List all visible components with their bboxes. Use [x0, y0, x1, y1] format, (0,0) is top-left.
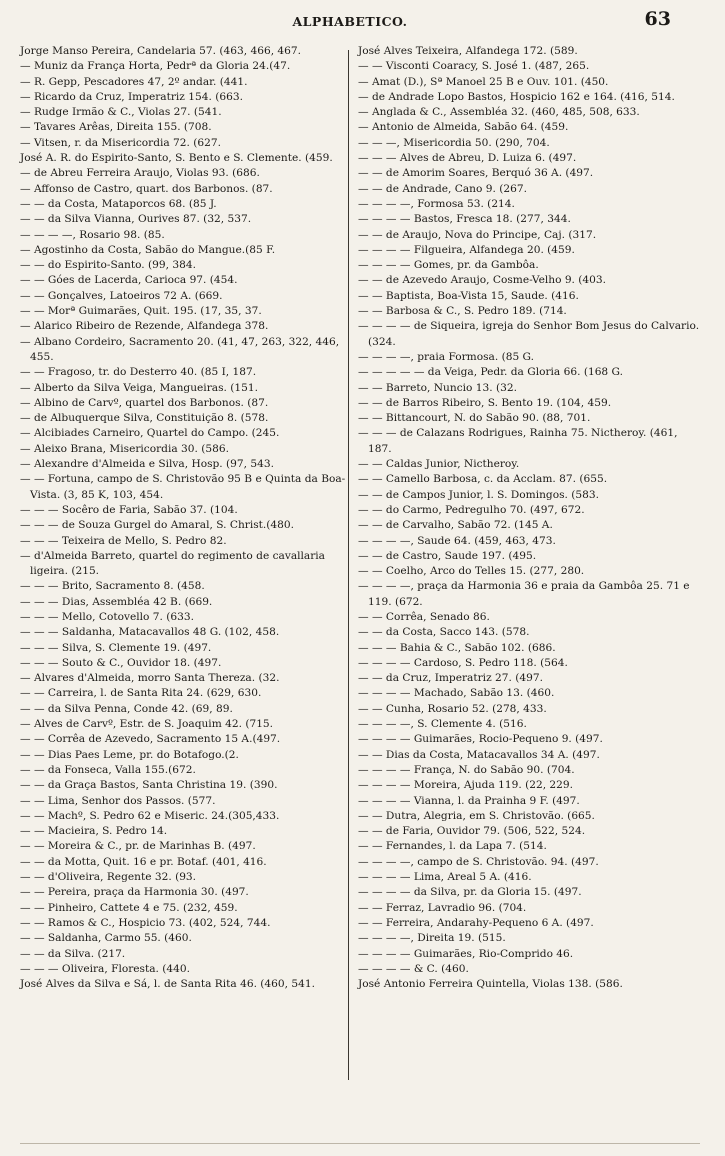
- directory-entry: — — — Teixeira de Mello, S. Pedro 82.: [20, 534, 227, 547]
- directory-entry: — — Lima, Senhor dos Passos. (577.: [20, 794, 216, 807]
- directory-entry: — — Ramos & C., Hospicio 73. (402, 524, 744.: [20, 916, 271, 929]
- directory-entry: — — — —, S. Clemente 4. (516.: [358, 718, 527, 731]
- directory-entry: — Agostinho da Costa, Sabão do Mangue.(85 F.: [20, 243, 276, 256]
- directory-entry: — — — — Guimarães, Rocio-Pequeno 9. (497.: [358, 733, 603, 746]
- directory-entry: — Alarico Ribeiro de Rezende, Alfandega 378.: [20, 320, 269, 333]
- directory-entry: — — — — Vianna, l. da Prainha 9 F. (497.: [358, 794, 580, 807]
- directory-entry: José A. R. do Espirito-Santo, S. Bento e S. Clemente. (459.: [20, 152, 333, 165]
- directory-entry: — — — — Gomes, pr. da Gambôa.: [358, 259, 539, 272]
- directory-entry: José Antonio Ferreira Quintella, Violas 138. (586.: [358, 978, 623, 991]
- bottom-rule: [20, 1143, 700, 1144]
- directory-entry: — — de Andrade, Cano 9. (267.: [358, 182, 527, 195]
- directory-entry: — — — — Filgueira, Alfandega 20. (459.: [358, 243, 575, 256]
- directory-entry: — — Caldas Junior, Nictheroy.: [358, 458, 520, 471]
- directory-entry: — Aleixo Brana, Misericordia 30. (586.: [20, 442, 229, 455]
- directory-entry: — — Gonçalves, Latoeiros 72 A. (669.: [20, 289, 223, 302]
- directory-entry: — — — de Calazans Rodrigues, Rainha 75. Nictheroy. (461, 187.: [358, 427, 681, 455]
- directory-entry: — — — —, praça da Harmonia 36 e praia da Gambôa 25. 71 e 119. (672.: [358, 580, 693, 608]
- directory-entry: — — Barreto, Nuncio 13. (32.: [358, 381, 517, 394]
- directory-entry: — — — de Souza Gurgel do Amaral, S. Christ.(480.: [20, 519, 294, 532]
- directory-entry: — — da Silva Vianna, Ourives 87. (32, 537.: [20, 213, 252, 226]
- directory-entry: — — — —, Direita 19. (515.: [358, 932, 506, 945]
- directory-entry: — Alves de Carvº, Estr. de S. Joaquim 42. (715.: [20, 718, 274, 731]
- directory-entry: — — de Barros Ribeiro, S. Bento 19. (104, 459.: [358, 396, 612, 409]
- directory-entry: — — Corrêa de Azevedo, Sacramento 15 A.(497.: [20, 733, 281, 746]
- directory-entry: — Muniz da França Horta, Pedrª da Gloria 24.(47.: [20, 60, 291, 73]
- directory-entry: — — — — da Silva, pr. da Gloria 15. (497.: [358, 886, 582, 899]
- directory-entry: — — — — Machado, Sabão 13. (460.: [358, 687, 555, 700]
- directory-entry: — Alcibiades Carneiro, Quartel do Campo. (245.: [20, 427, 280, 440]
- directory-entry: — — — Alves de Abreu, D. Luiza 6. (497.: [358, 152, 577, 165]
- directory-entry: — — de Azevedo Araujo, Cosme-Velho 9. (403.: [358, 274, 607, 287]
- directory-entry: — — Visconti Coaracy, S. José 1. (487, 265.: [358, 60, 590, 73]
- directory-entry: — — — — Cardoso, S. Pedro 118. (564.: [358, 656, 568, 669]
- directory-entry: — — Pinheiro, Cattete 4 e 75. (232, 459.: [20, 901, 238, 914]
- left-column: [20, 44, 356, 992]
- directory-entry: — — — Silva, S. Clemente 19. (497.: [20, 641, 212, 654]
- directory-entry: — — Corrêa, Senado 86.: [358, 610, 490, 623]
- directory-entry: — — — Saldanha, Matacavallos 48 G. (102, 458.: [20, 626, 280, 639]
- directory-entry: — — Morª Guimarães, Quit. 195. (17, 35, 37.: [20, 305, 262, 318]
- directory-entry: — — de Faria, Ouvidor 79. (506, 522, 524.: [358, 825, 586, 838]
- directory-entry: — — — — de Siqueira, igreja do Senhor Bom Jesus do Calvario. (324.: [358, 320, 703, 348]
- page-number: 63: [644, 8, 671, 30]
- directory-entry: — — Baptista, Boa-Vista 15, Saude. (416.: [358, 289, 579, 302]
- directory-entry: — — da Graça Bastos, Santa Christina 19. (390.: [20, 779, 278, 792]
- directory-entry: — d'Almeida Barreto, quartel do regimento de cavallaria ligeira. (215.: [20, 549, 329, 578]
- directory-entry: — — — Dias, Assembléa 42 B. (669.: [20, 595, 213, 608]
- directory-entry: — — Fragoso, tr. do Desterro 40. (85 I, 187.: [20, 366, 257, 379]
- directory-entry: — — Dutra, Alegria, em S. Christovão. (665.: [358, 809, 595, 822]
- directory-entry: — — Cunha, Rosario 52. (278, 433.: [358, 702, 547, 715]
- directory-entry: — — — — Lima, Areal 5 A. (416.: [358, 871, 532, 884]
- directory-entry: — — Bittancourt, N. do Sabão 90. (88, 701.: [358, 412, 591, 425]
- directory-entry: — — — Socêro de Faria, Sabão 37. (104.: [20, 503, 238, 516]
- directory-entry: — — — —, campo de S. Christovão. 94. (497.: [358, 855, 599, 868]
- directory-entry: — — — —, Saude 64. (459, 463, 473.: [358, 534, 556, 547]
- directory-entry: — — de Araujo, Nova do Principe, Caj. (317.: [358, 228, 597, 241]
- directory-entry: — — Moreira & C., pr. de Marinhas B. (497.: [20, 840, 256, 853]
- directory-entry: — — — — França, N. do Sabão 90. (704.: [358, 763, 575, 776]
- directory-entry: — — — — Moreira, Ajuda 119. (22, 229.: [358, 779, 574, 792]
- directory-entry: — — da Motta, Quit. 16 e pr. Botaf. (401, 416.: [20, 855, 267, 868]
- directory-entry: — de Abreu Ferreira Araujo, Violas 93. (686.: [20, 167, 260, 180]
- directory-entry: — — Ferreira, Andarahy-Pequeno 6 A. (497.: [358, 916, 594, 929]
- directory-entry: Jorge Manso Pereira, Candelaria 57. (463, 466, 467.: [20, 45, 302, 57]
- directory-entry: — — Fortuna, campo de S. Christovão 95 B e Quinta da Boa-Vista. (3, 85 K, 103, 454.: [20, 473, 346, 501]
- directory-entry: — — de Amorim Soares, Berquó 36 A. (497.: [358, 167, 594, 180]
- directory-entry: — — Saldanha, Carmo 55. (460.: [20, 932, 192, 945]
- directory-entry: — Rudge Irmão & C., Violas 27. (541.: [20, 106, 222, 119]
- directory-entry: — — Góes de Lacerda, Carioca 97. (454.: [20, 274, 238, 287]
- directory-entry: — Antonio de Almeida, Sabão 64. (459.: [358, 121, 569, 134]
- directory-entry: — Anglada & C., Assembléa 32. (460, 485, 508, 633.: [358, 106, 640, 119]
- directory-entry: — — — — & C. (460.: [358, 962, 469, 975]
- directory-entry: — Alexandre d'Almeida e Silva, Hosp. (97, 543.: [20, 458, 274, 471]
- directory-entry: — Alberto da Silva Veiga, Mangueiras. (151.: [20, 381, 258, 394]
- column-divider: [348, 50, 349, 1080]
- directory-entry: — Amat (D.), Sª Manoel 25 B e Ouv. 101. (450.: [358, 75, 609, 88]
- directory-entry: — — de Carvalho, Sabão 72. (145 A.: [358, 519, 553, 532]
- directory-entry: — — Pereira, praça da Harmonia 30. (497.: [20, 886, 249, 899]
- directory-entry: — — de Campos Junior, l. S. Domingos. (583.: [358, 488, 599, 501]
- directory-entry: — — de Castro, Saude 197. (495.: [358, 549, 537, 562]
- directory-entry: — — da Cruz, Imperatriz 27. (497.: [358, 672, 543, 685]
- directory-entry: José Alves Teixeira, Alfandega 172. (589.: [358, 45, 578, 57]
- directory-entry: — Albano Cordeiro, Sacramento 20. (41, 47, 263, 322, 446, 455.: [20, 335, 343, 363]
- directory-entry: — — Carreira, l. de Santa Rita 24. (629, 630.: [20, 687, 262, 700]
- directory-entry: — — Macieira, S. Pedro 14.: [20, 825, 168, 838]
- directory-entry: — — Coelho, Arco do Telles 15. (277, 280.: [358, 565, 585, 578]
- directory-entry: — — d'Oliveira, Regente 32. (93.: [20, 871, 197, 884]
- directory-entry: — — da Silva. (217.: [20, 947, 126, 960]
- directory-entry: — — — Souto & C., Ouvidor 18. (497.: [20, 656, 222, 669]
- directory-entry: — — Camello Barbosa, c. da Acclam. 87. (655.: [358, 473, 608, 486]
- page-header: [0, 6, 725, 36]
- directory-entry: — — Barbosa & C., S. Pedro 189. (714.: [358, 305, 567, 318]
- directory-entry: — — Dias Paes Leme, pr. do Botafogo.(2.: [20, 748, 239, 761]
- directory-entry: — Alvares d'Almeida, morro Santa Thereza. (32.: [20, 672, 280, 685]
- directory-entry: — — —, Misericordia 50. (290, 704.: [358, 136, 550, 149]
- directory-entry: — — Machº, S. Pedro 62 e Miseric. 24.(305,433.: [20, 809, 280, 822]
- page-title: ALPHABETICO.: [292, 14, 408, 29]
- directory-entry: — de Albuquerque Silva, Constituição 8. (578.: [20, 412, 269, 425]
- directory-entry: — — — — Bastos, Fresca 18. (277, 344.: [358, 213, 571, 226]
- directory-entry: — — Fernandes, l. da Lapa 7. (514.: [358, 840, 547, 853]
- directory-entry: — — da Costa, Mataporcos 68. (85 J.: [20, 197, 217, 210]
- directory-entry: — — da Fonseca, Valla 155.(672.: [20, 763, 196, 776]
- directory-entry: — Tavares Arêas, Direita 155. (708.: [20, 121, 212, 134]
- directory-entry: — — — Bahia & C., Sabão 102. (686.: [358, 641, 556, 654]
- directory-entry: — — da Costa, Sacco 143. (578.: [358, 626, 530, 639]
- directory-entry: — — — Mello, Cotovello 7. (633.: [20, 610, 194, 623]
- directory-entry: — Vitsen, r. da Misericordia 72. (627.: [20, 136, 221, 149]
- directory-entry: José Alves da Silva e Sá, l. de Santa Rita 46. (460, 541.: [20, 978, 315, 991]
- directory-entry: — Affonso de Castro, quart. dos Barbonos. (87.: [20, 182, 273, 195]
- directory-entry: — Ricardo da Cruz, Imperatriz 154. (663.: [20, 90, 243, 103]
- directory-entry: — — — — — da Veiga, Pedr. da Gloria 66. (168 G.: [358, 366, 623, 379]
- directory-entry: — — da Silva Penna, Conde 42. (69, 89.: [20, 702, 233, 715]
- right-column: [358, 44, 702, 992]
- directory-entry: — — do Espirito-Santo. (99, 384.: [20, 259, 196, 272]
- directory-entry: — de Andrade Lopo Bastos, Hospicio 162 e 164. (416, 514.: [358, 90, 675, 103]
- directory-entry: — — do Carmo, Pedregulho 70. (497, 672.: [358, 503, 585, 516]
- directory-entry: — — — — Guimarães, Rio-Comprido 46.: [358, 947, 574, 960]
- directory-entry: — — — —, Formosa 53. (214.: [358, 197, 515, 210]
- directory-entry: — — Ferraz, Lavradio 96. (704.: [358, 901, 527, 914]
- directory-entry: — — — Oliveira, Floresta. (440.: [20, 962, 191, 975]
- directory-entry: — — — Brito, Sacramento 8. (458.: [20, 580, 205, 593]
- directory-entry: — — — —, Rosario 98. (85.: [20, 228, 165, 241]
- directory-entry: — — Dias da Costa, Matacavallos 34 A. (497.: [358, 748, 600, 761]
- directory-entry: — R. Gepp, Pescadores 47, 2º andar. (441.: [20, 75, 248, 88]
- directory-entry: — — — —, praia Formosa. (85 G.: [358, 350, 535, 363]
- directory-entry: — Albino de Carvº, quartel dos Barbonos. (87.: [20, 396, 269, 409]
